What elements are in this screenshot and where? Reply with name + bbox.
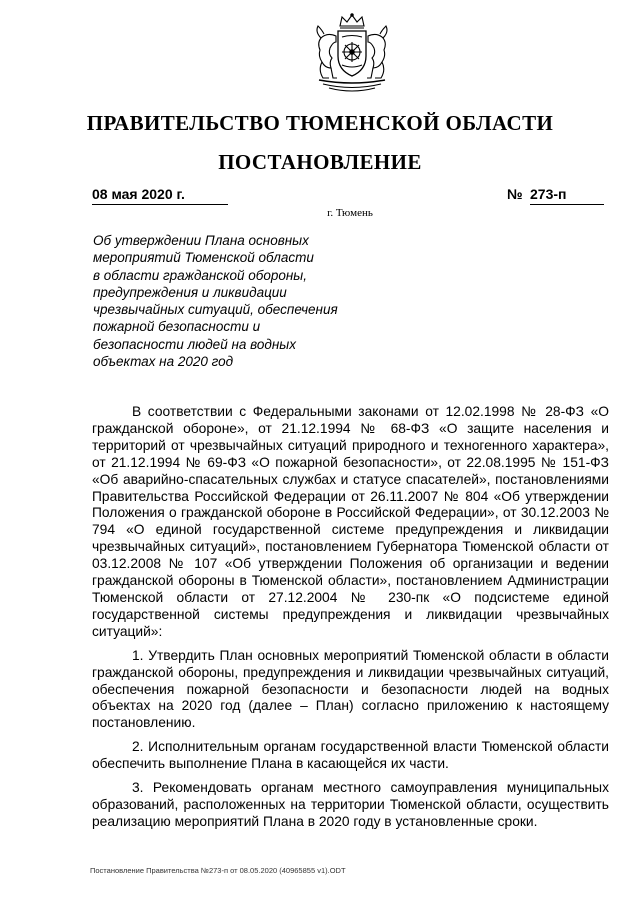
document-type-title: ПОСТАНОВЛЕНИЕ — [218, 150, 422, 174]
document-body — [92, 404, 609, 838]
document-subject — [93, 232, 353, 370]
subject-line: пожарной безопасности и — [93, 319, 261, 335]
subject-line: в области гражданской обороны, — [93, 267, 307, 283]
item-2-paragraph: 2. Исполнительным органам государственной власти Тюменской области обеспечить выполнение Плана в касающейся их части. — [92, 739, 609, 772]
subject-line: чрезвычайных ситуаций, обеспечения — [93, 302, 338, 318]
number-label: № — [507, 186, 523, 202]
document-number: 273-п — [530, 186, 604, 205]
subject-line: безопасности людей на водных — [93, 336, 296, 352]
subject-line: предупреждения и ликвидации — [93, 284, 287, 300]
document-footer: Постановление Правительства №273-п от 08.05.2020 (40965855 v1).ODT — [90, 866, 346, 875]
document-date: 08 мая 2020 г. — [92, 186, 228, 205]
coat-of-arms-emblem — [309, 12, 395, 96]
preamble-paragraph: В соответствии с Федеральными законами от 12.02.1998 № 28-ФЗ «О гражданской обороне», от 21.12.1994 № 68-ФЗ «О защите населения и территорий от чрезвычайных ситуаций природного и техногенного характера», от 21.12.1994 № 69-ФЗ «О пожарной безопасности», от 22.08.1995 № 151-ФЗ «Об аварийно-спасательных службах и статусе спасателей», постановлениями Правительства Российской Федерации от 26.11.2007 № 804 «Об утверждении Положения о гражданской обороне в Российской Федерации», от 30.12.2003 № 794 «О единой государственной системе предупреждения и ликвидации чрезвычайных ситуаций», постановлением Губернатора Тюменской области от 03.12.2008 № 107 «Об утверждении Положения об организации и ведении гражданской обороны в Тюменской области», постановлением Администрации Тюменской области от 27.12.2004 № 230-пк «О подсистеме единой государственной системы предупреждения и ликвидации чрезвычайных ситуаций»: — [92, 404, 609, 639]
item-1-paragraph: 1. Утвердить План основных мероприятий Тюменской области в области гражданской обороны, предупреждения и ликвидации чрезвычайных ситуаций, обеспечения пожарной безопасности и безопасности людей на водных объектах на 2020 год (далее – План) согласно приложению к настоящему постановлению. — [92, 647, 609, 731]
subject-line: Об утверждении Плана основных — [93, 233, 309, 248]
subject-line: объектах на 2020 год — [93, 354, 234, 370]
item-3-paragraph: 3. Рекомендовать органам местного самоуправления муниципальных образований, расположенных на территории Тюменской области, осуществить реализацию мероприятий Плана в 2020 году в установленные сроки. — [92, 780, 609, 829]
subject-line: мероприятий Тюменской области — [93, 250, 314, 266]
city-name: г. Тюмень — [327, 207, 373, 219]
government-title: ПРАВИТЕЛЬСТВО ТЮМЕНСКОЙ ОБЛАСТИ — [86, 111, 554, 135]
